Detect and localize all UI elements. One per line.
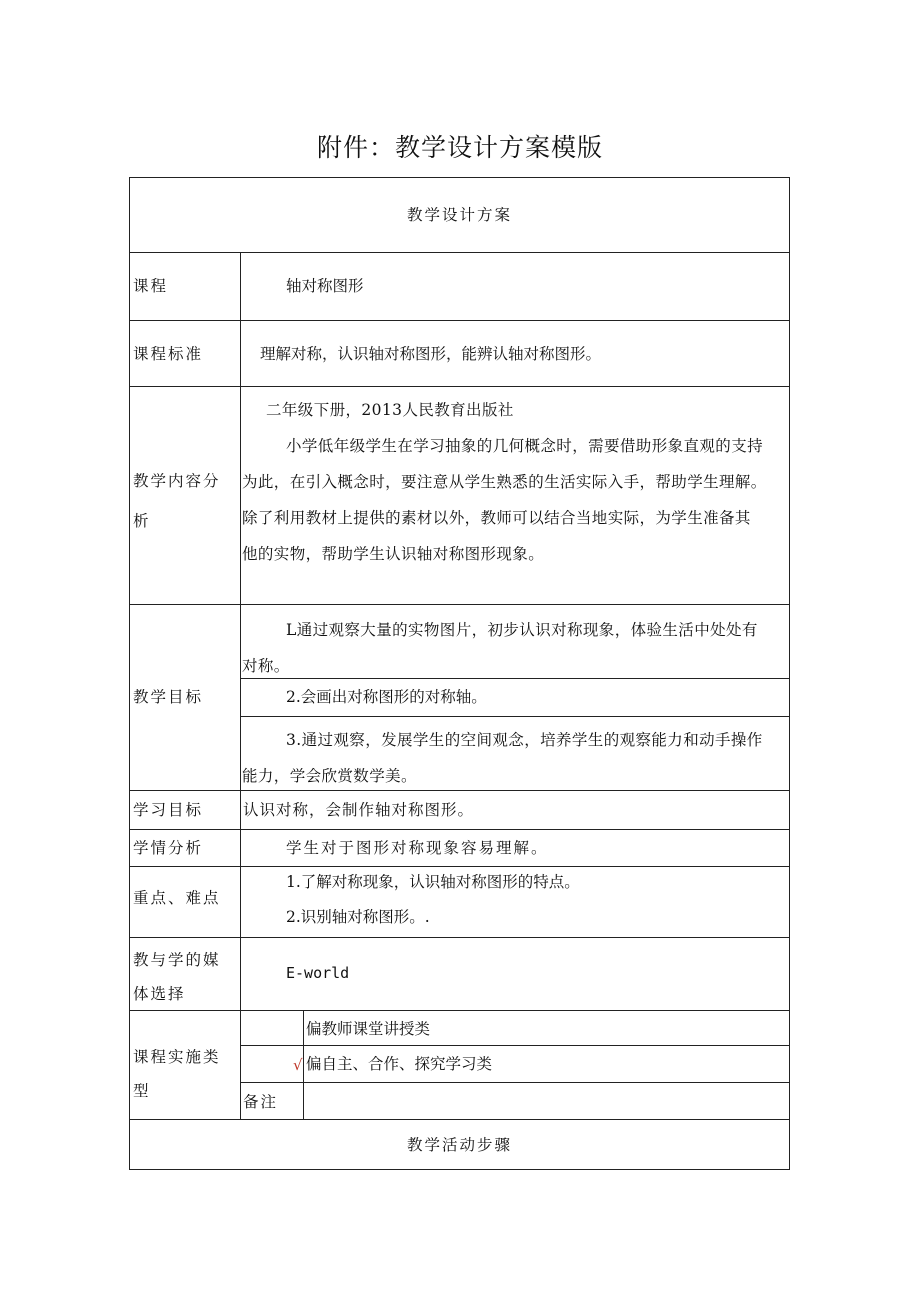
page-title: 附件：教学设计方案模版 bbox=[316, 133, 603, 162]
content-analysis-p1: 二年级下册，2013人民教育出版社 bbox=[266, 401, 514, 419]
content-analysis-p2-line3: 除了利用教材上提供的素材以外，教师可以结合当地实际，为学生准备其 bbox=[242, 509, 751, 527]
table-footer: 教学活动步骤 bbox=[406, 1136, 512, 1154]
implementation-option-2-checkmark: √ bbox=[293, 1056, 303, 1074]
content-analysis-p2-line2: 为此，在引入概念时，要注意从学生熟悉的生活实际入手，帮助学生理解。 bbox=[242, 473, 767, 491]
row-divider bbox=[129, 829, 790, 830]
media-label bbox=[133, 943, 221, 1011]
key-point-item-2: 2.识别轴对称图形。. bbox=[286, 908, 430, 926]
course-value: 轴对称图形 bbox=[286, 277, 364, 295]
objective-item-3-line2: 能力，学会欣赏数学美。 bbox=[242, 767, 417, 785]
table-border-left bbox=[129, 177, 130, 1170]
content-analysis-p2-line4: 他的实物，帮助学生认识轴对称图形现象。 bbox=[242, 545, 545, 563]
row-divider bbox=[129, 320, 790, 321]
standard-label: 课程标准 bbox=[133, 345, 204, 363]
key-point-item-1: 1.了解对称现象，认识轴对称图形的特点。 bbox=[286, 873, 580, 891]
standard-value: 理解对称，认识轴对称图形，能辨认轴对称图形。 bbox=[260, 345, 602, 363]
row-divider bbox=[240, 1045, 790, 1046]
objectives-label: 教学目标 bbox=[133, 688, 204, 706]
row-divider bbox=[129, 937, 790, 938]
content-analysis-text bbox=[242, 392, 790, 572]
media-label-line1: 教与学的媒 bbox=[133, 951, 221, 969]
learner-analysis-value: 学生对于图形对称现象容易理解。 bbox=[286, 839, 549, 857]
table-header: 教学设计方案 bbox=[406, 206, 512, 224]
row-divider bbox=[129, 386, 790, 387]
row-divider bbox=[129, 252, 790, 253]
row-divider bbox=[129, 1119, 790, 1120]
row-divider bbox=[129, 604, 790, 605]
column-divider bbox=[240, 252, 241, 1120]
objective-item-1-line1: L通过观察大量的实物图片，初步认识对称现象，体验生活中处处有 bbox=[286, 621, 758, 639]
implementation-type-label-line2: 型 bbox=[133, 1082, 151, 1100]
row-divider bbox=[240, 716, 790, 717]
objective-item-3 bbox=[242, 722, 790, 794]
implementation-option-2: 偏自主、合作、探究学习类 bbox=[306, 1055, 493, 1073]
implementation-type-label-line1: 课程实施类 bbox=[133, 1048, 221, 1066]
remark-label: 备注 bbox=[243, 1093, 279, 1111]
implementation-type-label bbox=[133, 1040, 221, 1108]
row-divider bbox=[129, 866, 790, 867]
column-divider bbox=[303, 1010, 304, 1120]
row-divider bbox=[129, 1010, 790, 1011]
objective-item-3-line1: 3.通过观察，发展学生的空间观念，培养学生的观察能力和动手操作 bbox=[286, 731, 763, 749]
objective-item-2: 2.会画出对称图形的对称轴。 bbox=[286, 688, 487, 706]
course-label: 课程 bbox=[133, 277, 169, 295]
media-label-line2: 体选择 bbox=[133, 985, 186, 1003]
objective-item-1 bbox=[242, 612, 790, 684]
implementation-option-1: 偏教师课堂讲授类 bbox=[306, 1020, 431, 1038]
learning-goal-label: 学习目标 bbox=[133, 801, 204, 819]
content-analysis-label bbox=[133, 461, 221, 541]
key-points-label: 重点、难点 bbox=[133, 889, 221, 907]
content-analysis-label-line2: 析 bbox=[133, 512, 151, 530]
content-analysis-label-line1: 教学内容分 bbox=[133, 472, 221, 490]
learner-analysis-label: 学情分析 bbox=[133, 839, 204, 857]
media-value: E-world bbox=[286, 964, 350, 982]
content-analysis-p2-line1: 小学低年级学生在学习抽象的几何概念时，需要借助形象直观的支持 bbox=[286, 437, 764, 455]
table-border-top bbox=[129, 177, 790, 178]
learning-goal-value: 认识对称，会制作轴对称图形。 bbox=[243, 801, 475, 819]
objective-item-1-line2: 对称。 bbox=[242, 657, 290, 675]
row-divider bbox=[240, 1082, 790, 1083]
table-border-bottom bbox=[129, 1169, 790, 1170]
